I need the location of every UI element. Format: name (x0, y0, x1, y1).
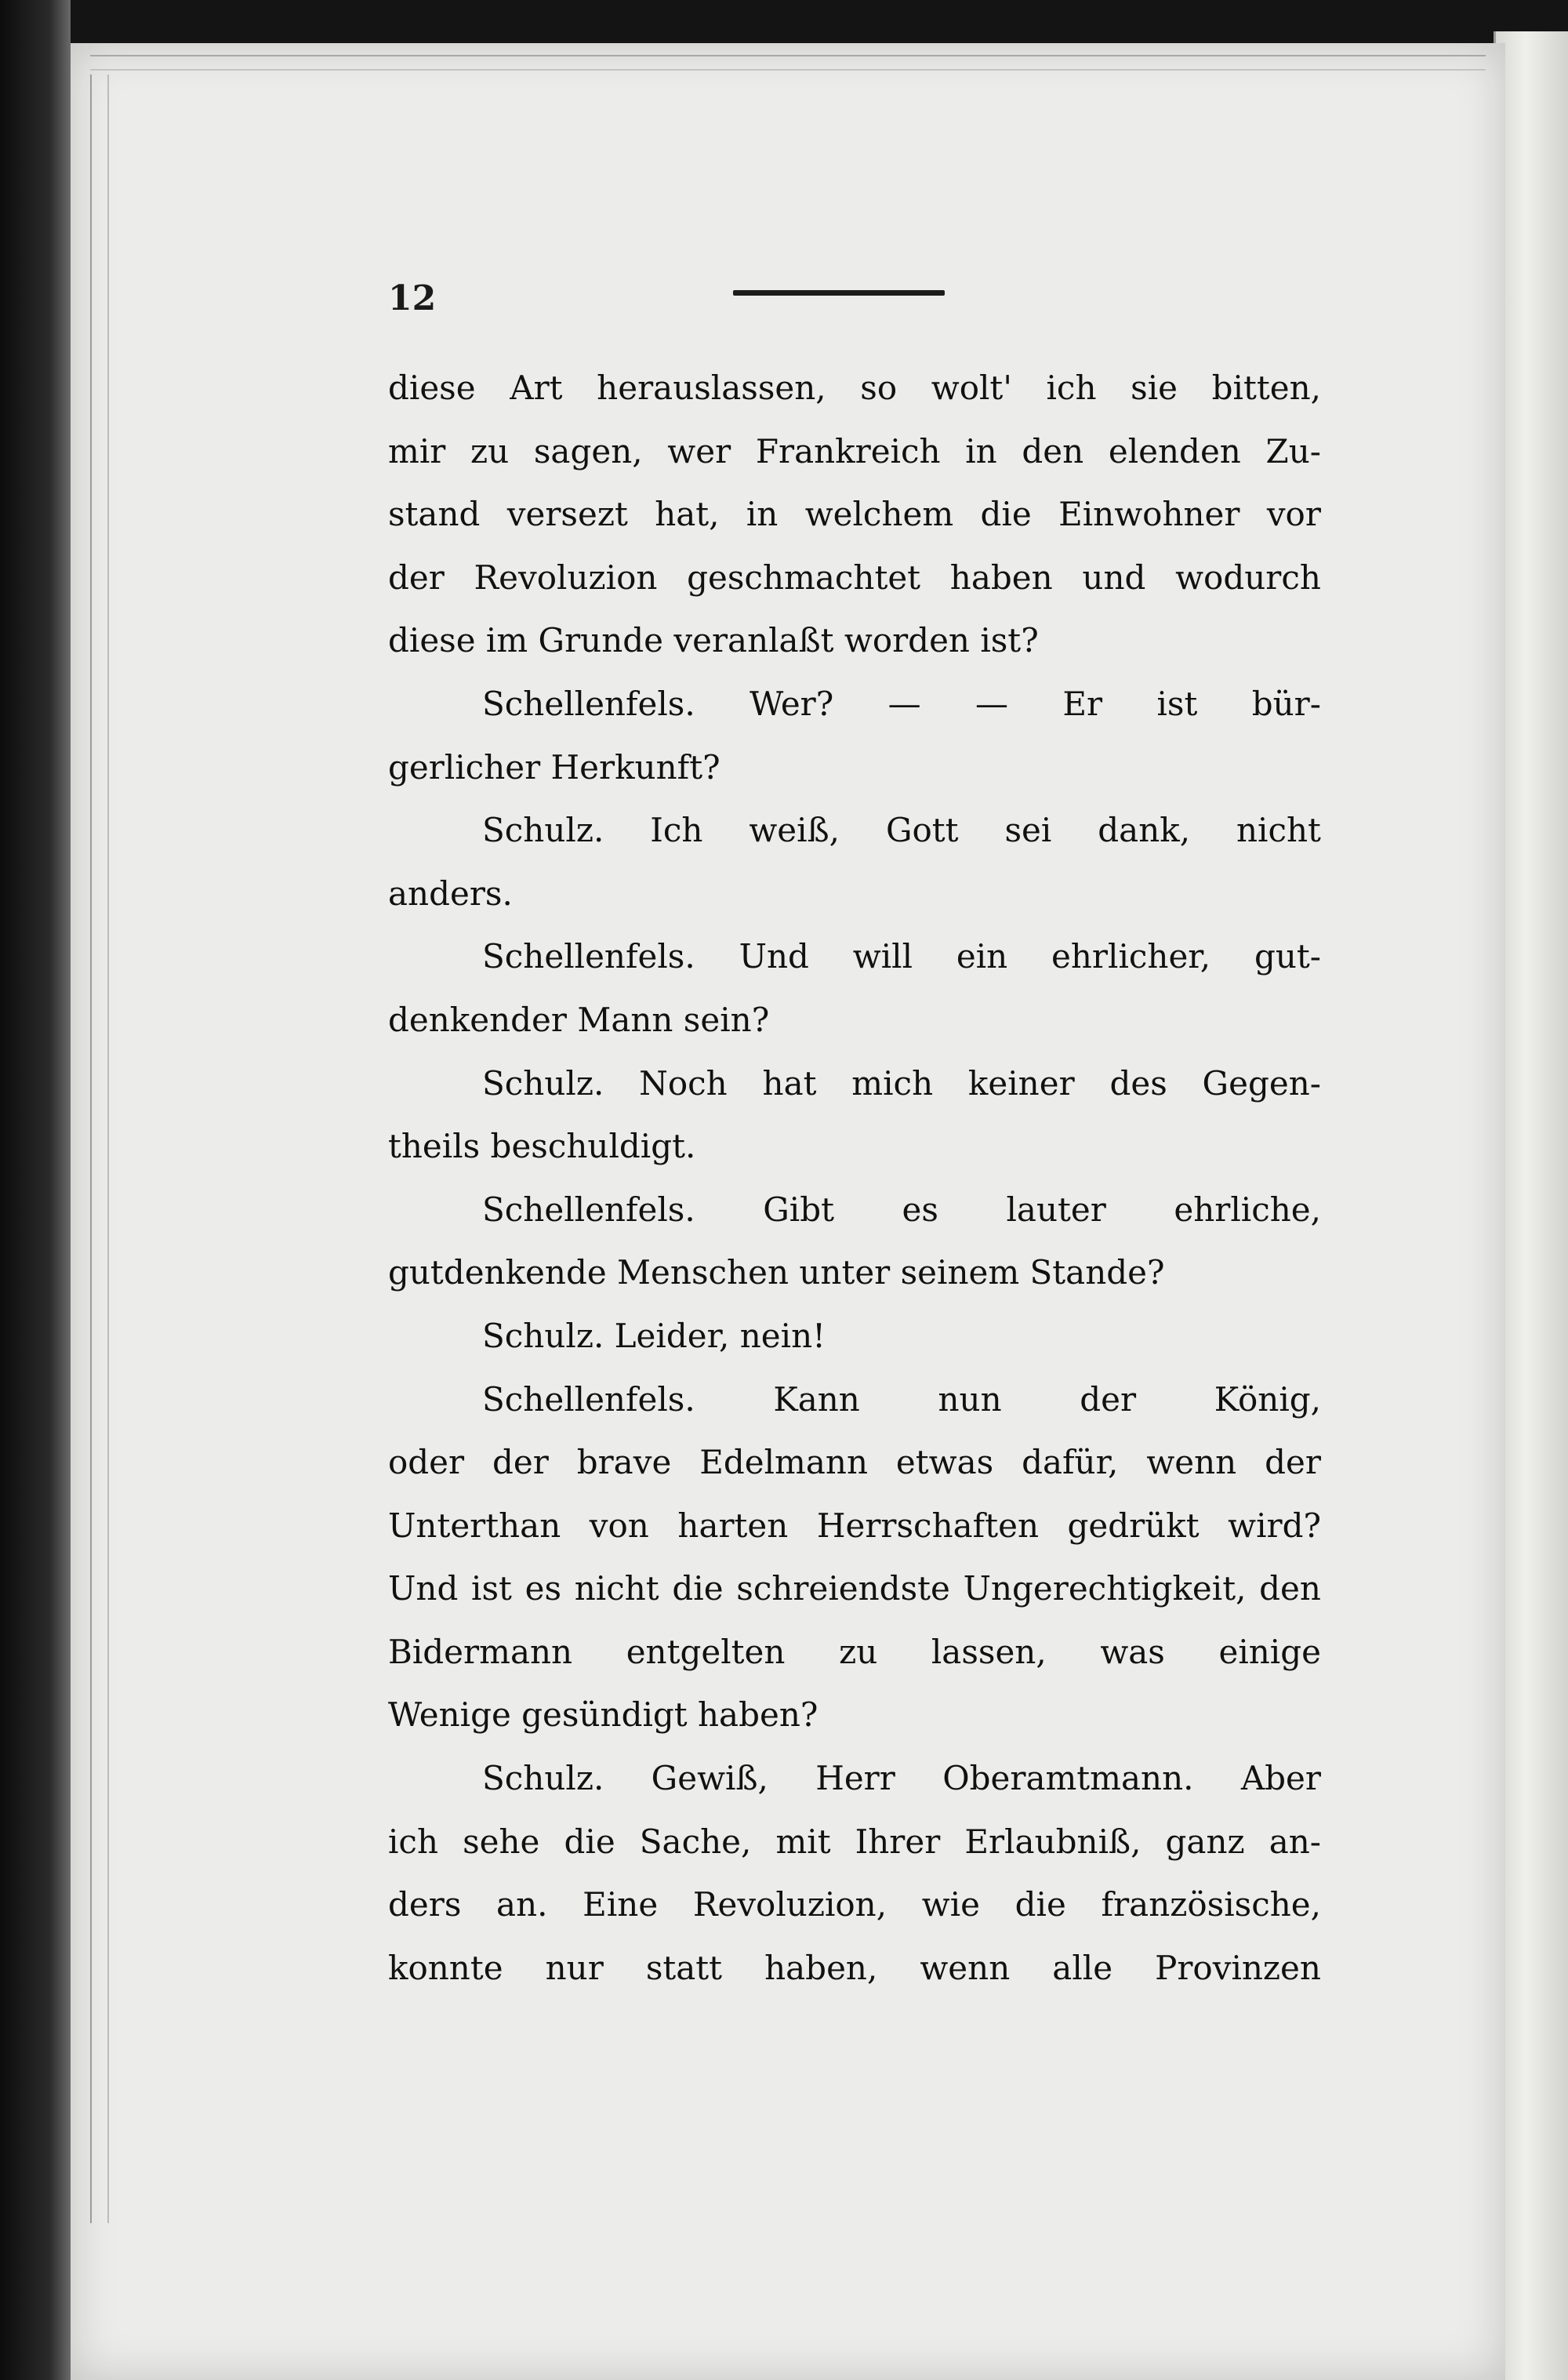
text-word: harten (677, 1506, 789, 1545)
text-word: sagen, (533, 431, 643, 471)
text-word: Noch (639, 1063, 728, 1103)
text-word: mich (851, 1063, 934, 1103)
text-line (388, 1115, 1321, 1179)
text-line-content: Schulz. Leider, nein! (482, 1316, 826, 1355)
text-word: einige (1218, 1632, 1321, 1671)
text-line (388, 799, 1321, 863)
text-word: Gott (885, 811, 959, 850)
text-line-content: anders. (388, 874, 513, 913)
text-word: ehrliche, (1174, 1190, 1321, 1229)
text-word: ich (1046, 369, 1097, 407)
text-word: wird? (1228, 1506, 1321, 1545)
text-word: Gewiß, (651, 1759, 768, 1798)
text-word: Schulz. (482, 811, 604, 850)
text-word: ders (388, 1885, 462, 1924)
text-word: elenden (1108, 431, 1241, 471)
text-word: Unterthan (388, 1506, 561, 1545)
text-word: Schulz. (482, 1063, 604, 1103)
text-word: Gibt (763, 1190, 834, 1229)
text-word: die (564, 1822, 615, 1861)
text-line-content: diese im Grunde veranlaßt worden ist? (388, 621, 1039, 660)
text-word: ganz (1165, 1822, 1245, 1861)
text-word: Eine (583, 1885, 659, 1924)
text-word: Sache, (639, 1822, 752, 1861)
text-word: mit (775, 1822, 831, 1861)
text-word: der (1265, 1443, 1321, 1482)
text-word: was (1100, 1632, 1165, 1671)
text-word: französische, (1101, 1885, 1321, 1924)
text-word: haben (949, 558, 1053, 597)
text-word: weiß, (749, 811, 840, 850)
text-word: stand (388, 495, 481, 534)
text-line (388, 357, 1321, 420)
text-word: an. (496, 1885, 548, 1924)
text-word: Kann (773, 1379, 860, 1419)
text-line (388, 925, 1321, 989)
text-word: wie (921, 1885, 980, 1924)
text-word: Er (1062, 684, 1103, 723)
text-word: Schellenfels. (482, 684, 695, 723)
text-word: sei (1004, 811, 1052, 850)
text-line (388, 609, 1321, 673)
text-word: bür- (1251, 684, 1321, 723)
text-word: der (1080, 1379, 1137, 1419)
text-word: Einwohner (1058, 495, 1240, 534)
text-word: Herrschaften (816, 1506, 1039, 1545)
text-word: Wer? (750, 684, 834, 723)
text-line (388, 1557, 1321, 1621)
text-word: brave (576, 1443, 672, 1482)
text-word: Frankreich (755, 431, 941, 471)
text-word: Provinzen (1155, 1948, 1321, 1987)
text-word: geschmachtet (687, 558, 921, 597)
text-word: Zu- (1265, 431, 1321, 471)
text-word: Revoluzion, (692, 1885, 887, 1924)
text-word: König, (1214, 1379, 1321, 1419)
text-word: ehrlicher, (1051, 937, 1211, 976)
text-word: konnte (388, 1948, 503, 1987)
text-line (388, 1179, 1321, 1242)
text-word: wodurch (1175, 558, 1321, 597)
text-word: nur (545, 1948, 604, 1987)
text-line (388, 863, 1321, 926)
text-word: an- (1269, 1822, 1321, 1861)
text-word: etwas (895, 1443, 994, 1482)
text-word: Und (739, 937, 809, 976)
text-word: und (1082, 558, 1146, 597)
text-word: gedrükt (1067, 1506, 1200, 1545)
text-line-content: gutdenkende Menschen unter seinem Stande? (388, 1253, 1165, 1292)
text-word: es (524, 1569, 562, 1608)
text-line (388, 1811, 1321, 1874)
text-word: schreiendste (736, 1569, 950, 1608)
text-word: so (860, 369, 898, 407)
page-number: 12 (388, 278, 437, 318)
text-line-content: denkender Mann sein? (388, 1000, 770, 1039)
text-line (388, 1495, 1321, 1558)
text-word: welchem (804, 495, 954, 534)
text-word: dank, (1098, 811, 1191, 850)
text-line-content: gerlicher Herkunft? (388, 747, 720, 787)
text-line (388, 673, 1321, 736)
text-word: alle (1052, 1948, 1113, 1987)
text-line (388, 1431, 1321, 1495)
text-line (388, 1621, 1321, 1684)
text-word: Herr (815, 1759, 895, 1798)
text-word: Ich (650, 811, 703, 850)
text-word: Revoluzion (474, 558, 658, 597)
header-rule (733, 290, 945, 296)
text-word: oder (388, 1443, 465, 1482)
text-line-content: theils beschuldigt. (388, 1127, 696, 1166)
text-word: wenn (920, 1948, 1011, 1987)
text-word: dafür, (1022, 1443, 1119, 1482)
text-word: ein (956, 937, 1008, 976)
text-word: Schellenfels. (482, 1379, 695, 1419)
text-word: lauter (1006, 1190, 1106, 1229)
text-word: ist (471, 1569, 512, 1608)
text-word: wolt' (931, 369, 1012, 407)
text-word: Schellenfels. (482, 937, 695, 976)
text-word: Bidermann (388, 1632, 573, 1671)
text-word: statt (645, 1948, 723, 1987)
text-line (388, 1747, 1321, 1811)
text-word: mir (388, 431, 446, 471)
text-line (388, 547, 1321, 610)
text-word: Oberamtmann. (942, 1759, 1194, 1798)
text-line (388, 420, 1321, 484)
text-word: ich (388, 1822, 439, 1861)
body-text (388, 357, 1321, 2000)
text-word: Und (388, 1569, 459, 1608)
text-word: nicht (574, 1569, 659, 1608)
text-word: — (887, 684, 921, 723)
text-word: — (975, 684, 1008, 723)
text-word: will (852, 937, 913, 976)
text-line (388, 1052, 1321, 1116)
page-top-edges (90, 55, 1486, 71)
text-word: herauslassen, (597, 369, 826, 407)
text-word: vor (1266, 495, 1321, 534)
text-word: nicht (1236, 811, 1321, 850)
text-word: nun (938, 1379, 1002, 1419)
text-word: die (980, 495, 1032, 534)
text-word: Schellenfels. (482, 1190, 695, 1229)
text-word: der (388, 558, 445, 597)
text-word: bitten, (1211, 369, 1321, 407)
text-word: haben, (764, 1948, 878, 1987)
text-line (388, 1241, 1321, 1305)
text-word: Gegen- (1202, 1063, 1321, 1103)
text-word: die (672, 1569, 724, 1608)
text-word: wenn (1146, 1443, 1237, 1482)
text-word: hat (762, 1063, 817, 1103)
text-word: lassen, (931, 1632, 1047, 1671)
page-left-edges (90, 74, 109, 2223)
text-line (388, 1937, 1321, 2000)
text-line (388, 1368, 1321, 1432)
text-word: ist (1156, 684, 1198, 723)
book-gutter-shadow (0, 0, 71, 2380)
text-line (388, 483, 1321, 547)
text-word: den (1259, 1569, 1321, 1608)
text-line (388, 736, 1321, 800)
text-word: zu (470, 431, 510, 471)
text-word: keiner (967, 1063, 1075, 1103)
text-line (388, 1873, 1321, 1937)
text-word: den (1022, 431, 1084, 471)
text-word: zu (839, 1632, 878, 1671)
text-word: diese (388, 369, 476, 407)
text-word: die (1014, 1885, 1066, 1924)
text-word: Ihrer (855, 1822, 941, 1861)
text-word: Art (510, 369, 563, 407)
text-word: Ungerechtigkeit, (963, 1569, 1247, 1608)
text-line (388, 1305, 1321, 1368)
text-word: in (965, 431, 997, 471)
text-line-content: Wenige gesündigt haben? (388, 1695, 818, 1735)
text-word: versezt (506, 495, 628, 534)
text-word: Edelmann (699, 1443, 869, 1482)
text-word: des (1109, 1063, 1167, 1103)
text-word: es (902, 1190, 938, 1229)
text-word: hat, (655, 495, 720, 534)
text-word: sehe (463, 1822, 540, 1861)
text-word: Aber (1240, 1759, 1321, 1798)
text-word: in (746, 495, 779, 534)
text-word: gut- (1254, 937, 1321, 976)
text-word: wer (667, 431, 731, 471)
text-word: Erlaubniß, (964, 1822, 1142, 1861)
text-word: der (492, 1443, 549, 1482)
text-word: sie (1131, 369, 1178, 407)
text-line (388, 1684, 1321, 1747)
text-line (388, 989, 1321, 1052)
text-word: Schulz. (482, 1759, 604, 1798)
text-word: von (589, 1506, 649, 1545)
text-word: entgelten (626, 1632, 786, 1671)
